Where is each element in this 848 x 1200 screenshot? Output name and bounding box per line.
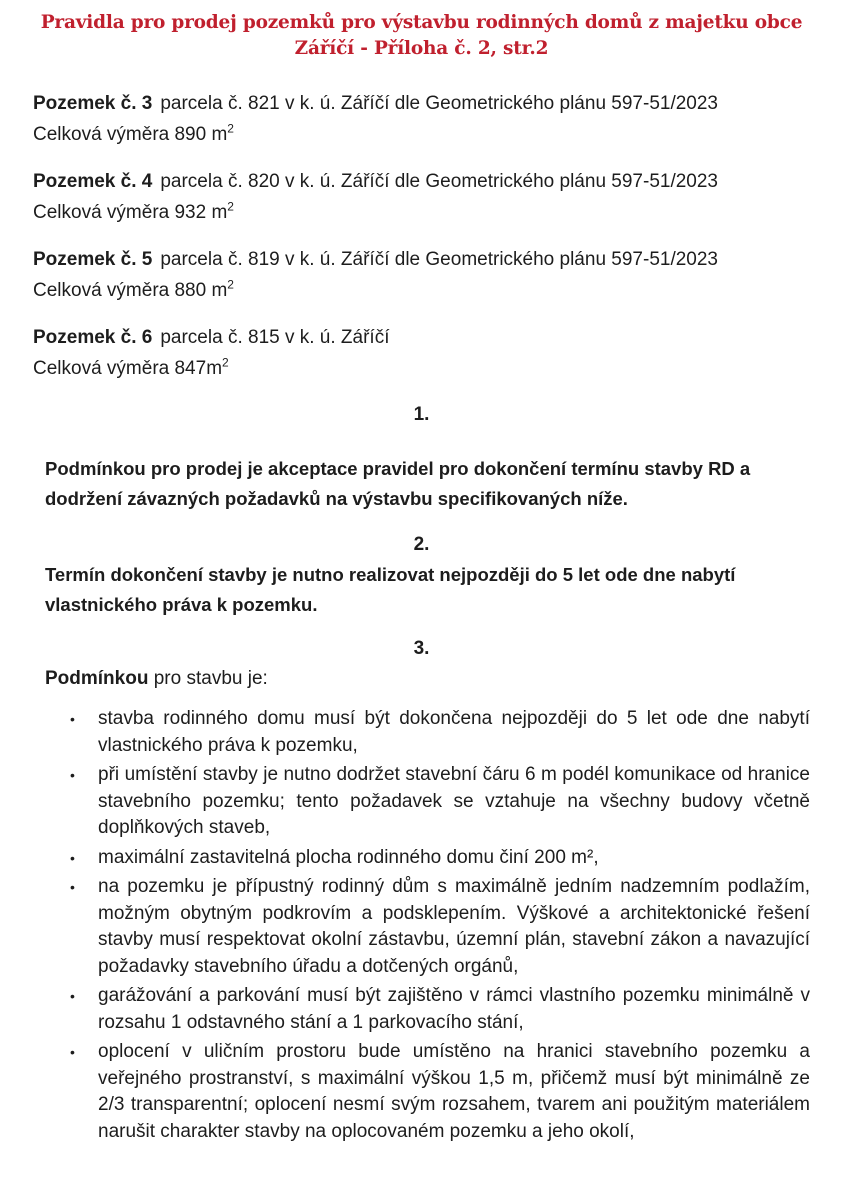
parcel-area	[33, 197, 810, 228]
bullet-item: • garážování a parkování musí být zajištěno v rámci vlastního pozemku minimálně v rozsahu 1 odstavného stání a 1 parkovacího stání,	[68, 983, 810, 1036]
bullet-item: • oplocení v uličním prostoru bude umístěno na hranici stavebního pozemku a veřejného prostranství, s maximální výškou 1,5 m, přičemž musí být minimálně ze 2/3 transparentní; oplocení nesmí svým rozsahem, tvarem ani použitým materiálem narušit charakter stavby na oplocovaném pozemku a jeho okolí,	[68, 1039, 810, 1145]
parcel-detail: parcela č. 820 v k. ú. Záříčí dle Geometrického plánu 597-51/2023	[160, 171, 718, 192]
parcel-area-superscript: 2	[227, 199, 234, 214]
bullet-item: • na pozemku je přípustný rodinný dům s maximálně jedním nadzemním podlažím, možným obytným podkrovím a podsklepením. Výškové a architektonické řešení stavby musí respektovat okolní zástavbu, územní plán, stavební zákon a navazující požadavky stavebního úřadu a dotčených orgánů,	[68, 874, 810, 980]
parcel-label: Pozemek č. 5	[33, 249, 153, 270]
parcel-area-superscript: 2	[227, 277, 234, 292]
parcel-area-superscript: 2	[222, 355, 229, 370]
bullet-item: • maximální zastavitelná plocha rodinného domu činí 200 m²,	[68, 845, 810, 872]
parcel-detail: parcela č. 819 v k. ú. Záříčí dle Geometrického plánu 597-51/2023	[160, 249, 718, 270]
parcel-area	[33, 353, 810, 384]
parcel-block-6	[33, 322, 810, 384]
parcel-area-superscript: 2	[227, 121, 234, 136]
section-1-paragraph: Podmínkou pro prodej je akceptace pravidel pro dokončení termínu stavby RD a dodržení závazných požadavků na výstavbu specifikovaných níže.	[45, 458, 751, 509]
document-title	[33, 10, 810, 62]
parcel-label: Pozemek č. 4	[33, 171, 153, 192]
parcel-heading	[33, 322, 810, 353]
bullet-item: • při umístění stavby je nutno dodržet stavební čáru 6 m podél komunikace od hranice stavebního pozemku; tento požadavek se vztahuje na všechny budovy včetně doplňkových staveb,	[68, 762, 810, 842]
parcel-detail: parcela č. 821 v k. ú. Záříčí dle Geometrického plánu 597-51/2023	[160, 93, 718, 114]
document-title-line1: Pravidla pro prodej pozemků pro výstavbu rodinných domů z majetku obce	[40, 12, 803, 33]
section-3-lead	[33, 664, 810, 694]
document-title-line2: Záříčí - Příloha č. 2, str.2	[294, 38, 549, 59]
section-number-3: 3.	[413, 638, 430, 659]
parcel-label: Pozemek č. 3	[33, 93, 153, 114]
parcel-area-text: Celková výměra 880 m	[33, 280, 228, 301]
parcel-area	[33, 275, 810, 306]
parcel-area-text: Celková výměra 890 m	[33, 124, 228, 145]
section-3-lead-bold: Podmínkou	[45, 668, 149, 689]
parcel-heading	[33, 166, 810, 197]
section-3-lead-rest: pro stavbu je:	[148, 668, 268, 689]
bullet-item: • stavba rodinného domu musí být dokončena nejpozději do 5 let ode dne nabytí vlastnického práva k pozemku,	[68, 706, 810, 759]
parcel-heading	[33, 88, 810, 119]
parcel-area	[33, 119, 810, 150]
conditions-bullet-list	[33, 706, 810, 1145]
section-2-paragraph: Termín dokončení stavby je nutno realizovat nejpozději do 5 let ode dne nabytí vlastnického práva k pozemku.	[45, 564, 736, 615]
parcel-block-4	[33, 166, 810, 228]
section-number-2: 2.	[413, 534, 430, 555]
parcel-area-text: Celková výměra 847m	[33, 358, 223, 379]
section-number-1: 1.	[413, 404, 430, 425]
parcel-heading	[33, 244, 810, 275]
parcel-label: Pozemek č. 6	[33, 327, 153, 348]
parcel-detail: parcela č. 815 v k. ú. Záříčí	[160, 327, 390, 348]
parcel-area-text: Celková výměra 932 m	[33, 202, 228, 223]
parcel-block-3	[33, 88, 810, 150]
parcel-block-5	[33, 244, 810, 306]
